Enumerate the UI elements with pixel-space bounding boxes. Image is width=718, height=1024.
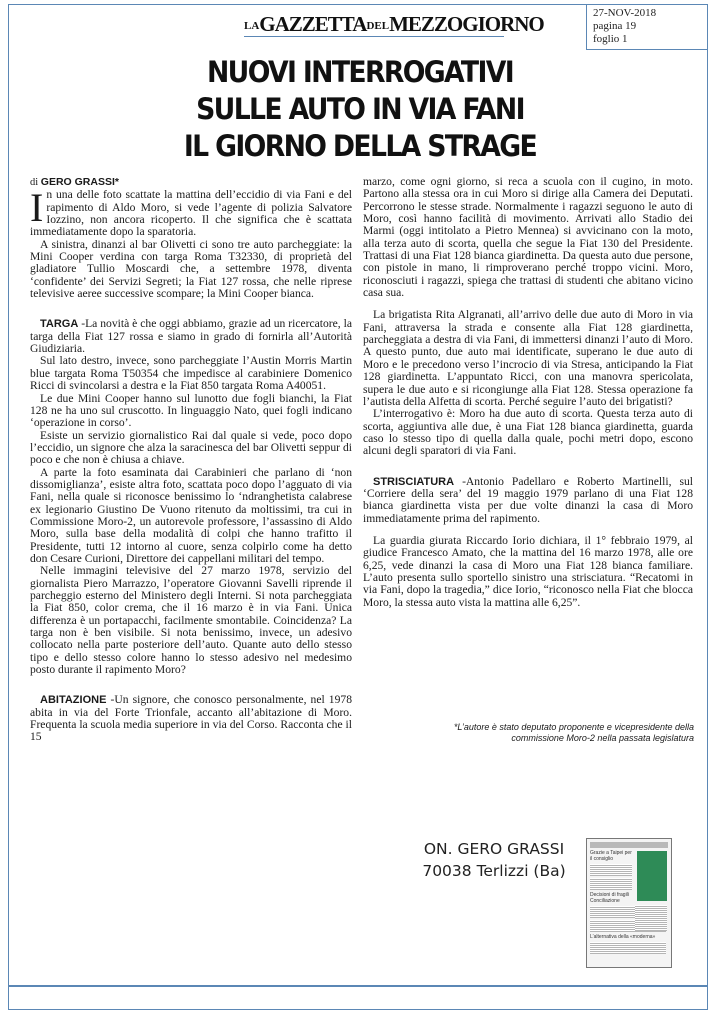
paragraph-text: -La novità è che oggi abbiamo, grazie ad un ricercatore, la targa della Fiat 127 rossa e siamo in grado di fornirla all’Autorità Giudiziaria. [30, 317, 352, 356]
byline-author: GERO GRASSI* [40, 176, 119, 188]
byline-prefix: di [30, 177, 39, 188]
paragraph: A parte la foto esaminata dai Carabinieri che parlano di ‘non dissomiglianza’, esiste altra foto, scattata poco dopo l’agguato di via Fani, nella quale si riconosce benissimo lo ‘ndranghetista calabrese ex legionario Giustino De Vuono ritenuto da moltissimi, tra cui in Commissione Moro-2, un autorevole professore, l’assassino di Aldo Moro, sulla base della modalità di colpi che hanno trafitto il Presidente, tutti 12 intorno al cuore, senza colpirlo come ha detto don Cesare Curioni, Direttore dei cappellani militari del tempo. [30, 465, 352, 565]
page-thumbnail [586, 838, 672, 968]
article-headline [167, 54, 553, 165]
stamp-name: ON. GERO GRASSI [423, 840, 565, 858]
paragraph: La brigatista Rita Algranati, all’arrivo delle due auto di Moro in via Fani, attraversa la strada e consente alla Fiat 128 giardinetta, parcheggiata a destra di via Fani, di immettersi dinanzi l’auto di Moro. A questo punto, due auto mai identificate, superano le due auto di Moro e le precedono verso l’incrocio di via Stresa, anticipando la Fiat 128 giardinetta. L’appuntato Ricci, con una manovra spericolata, supera le due auto e si ricongiunge alla Fiat 128. Stessa operazione fa l’autista della Alfetta di scorta. Perché seguire l’auto dei brigatisti? [363, 308, 693, 408]
headline-line-1: NUOVI INTERROGATIVI [207, 55, 513, 89]
paragraph: A sinistra, dinanzi al bar Olivetti ci sono tre auto parcheggiate: la Mini Cooper verdina con targa Roma T32330, di proprietà del gladiatore Tullio Moscardi che, a settembre 1978, diventa ‘confidente’ dei Servizi Segreti; la Fiat 127 rossa, che nelle riprese televisive aeree successive scompare; la Mini Cooper bianca. [30, 237, 352, 301]
paragraph [363, 476, 693, 525]
clipping-page: pagina 19 [593, 20, 637, 32]
article-column-left [30, 176, 352, 744]
section-keyword-targa: TARGA [40, 318, 79, 331]
office-stamp [416, 838, 572, 882]
thumbnail-title-1: Grazie a Taipei per il consiglio [590, 850, 632, 862]
clipping-date: 27-NOV-2018 [593, 7, 657, 19]
thumbnail-title-2: Decisioni di fragili Conciliazione [590, 892, 629, 904]
clipping-meta [586, 4, 708, 50]
footnote-line-2: commissione Moro-2 nella passata legislatura [511, 733, 694, 743]
bottom-rule [8, 985, 708, 987]
thumbnail-title-3: L’alternativa della «moderna» [590, 934, 656, 940]
thumbnail-masthead [590, 842, 668, 848]
paragraph: Le due Mini Cooper hanno sul lunotto due fogli bianchi, la Fiat 128 ne ha uno sul cruscotto. In linguaggio Nato, quei fogli indicano ‘operazione in corso’. [30, 391, 352, 430]
thumbnail-text-block [590, 942, 666, 954]
newspaper-masthead [244, 12, 544, 37]
paragraph: La guardia giurata Riccardo Iorio dichiara, il 1° febbraio 1979, al giudice Francesco Amato, che la mattina del 16 marzo 1978, alle ore 6,25, vede dinanzi la casa di Moro una Fiat 128 bianca familiare. L’auto presenta sullo sportello sinistro una strisciatura. “Recatomi in via Fani, dopo la tragedia,” dice Iorio, “riconosco nella Fiat che blocca Moro, la stessa auto vista la mattina alle 6,25”. [363, 533, 693, 609]
thumbnail-image [637, 851, 667, 901]
headline-line-2: SULLE AUTO IN VIA FANI [196, 92, 524, 126]
paragraph: L’interrogativo è: Moro ha due auto di scorta. Questa terza auto di scorta, aggiuntiva alle due, è una Fiat 128 bianca giardinetta, guarda caso lo stesso tipo di quella dalla quale, pochi metri dopo, escono alcuni degli sparatori di via Fani. [363, 407, 693, 458]
paragraph: Sul lato destro, invece, sono parcheggiate l’Austin Morris Martin blue targata Roma T50354 che impedisce al carabiniere Domenico Ricci di svincolarsi a destra e la Fiat 850 targata Roma A40051. [30, 354, 352, 393]
section-keyword-abitazione: ABITAZIONE [40, 694, 107, 707]
article-column-right [363, 176, 693, 609]
paragraph-text: -Antonio Padellaro e Roberto Martinelli, sul ‘Corriere della sera’ del 19 maggio 1979 parlano di una Fiat 128 bianca giardinetta vista per due volte dinanzi la casa di Moro immediatamente prima del rapimento. [363, 474, 693, 525]
masthead-gazzetta: GAZZETTA [259, 12, 367, 36]
paragraph [30, 185, 352, 239]
paragraph: Esiste un servizio giornalistico Rai dal quale si vede, poco dopo l’eccidio, un signore che alza la saracinesca del bar Olivetti seppur di poco e che non è chiusa a chiave. [30, 428, 352, 467]
paragraph [30, 694, 352, 743]
footnote-line-1: *L’autore è stato deputato proponente e vicepresidente della [453, 722, 694, 732]
stamp-address: 70038 Terlizzi (Ba) [422, 862, 566, 880]
paragraph: marzo, come ogni giorno, si reca a scuola con il cugino, in moto. Partono alla stessa ora in cui Moro si dirige alla Camera dei Deputati. Percorrono le stesse strade. Normalmente i ragazzi seguono le auto di Moro, così hanno facilità di movimento. Arrivati allo Stadio dei Marmi (oggi intitolato a Pietro Mennea) si avvicinano con la moto, alla terza auto di scorta, quella che segue la Fiat 130 del Presidente. Trattasi di una Fiat 128 bianca giardinetta. Da questa auto due persone, con pistole in mano, li rimproverano perché troppo vicini. Moro, riconosciuti i ragazzi, spiega che trattasi di studenti che abitano vicino casa sua. [363, 175, 693, 300]
masthead-mezzogiorno: MEZZOGIORNO [389, 12, 544, 36]
drop-cap: I [30, 185, 44, 231]
clipping-sheet: foglio 1 [593, 33, 628, 45]
section-keyword-strisciatura: STRISCIATURA [373, 475, 455, 488]
paragraph: Nelle immagini televisive del 27 marzo 1978, servizio del giornalista Piero Marrazzo, l’operatore Giovanni Savelli riprende il parcheggio esterno del Ministero degli Interni. Si nota parcheggiata la Fiat 850, color crema, che il 16 marzo è in via Fani. Unica differenza è un portapacchi, facilmente smontabile. Coincidenza? La targa non è ben visibile. Si nota benissimo, invece, un adesivo collocato nella parte posteriore dell’auto. Quante auto dello stesso tipo e dello stesso colore hanno lo stesso adesivo nel medesimo posto durante il rapimento Moro? [30, 564, 352, 677]
headline-line-3: IL GIORNO DELLA STRAGE [183, 129, 537, 163]
thumbnail-text-block [635, 905, 667, 931]
masthead-del: DEL [366, 20, 390, 32]
masthead-la: LA [244, 20, 260, 32]
paragraph-text: -Un signore, che conosco personalmente, nel 1978 abita in via del Forte Trionfale, accanto all’abitazione di Moro. Frequenta la scuola media superiore in via del Corso. Racconta che il 15 [30, 693, 352, 744]
paragraph [30, 318, 352, 355]
thumbnail-text-block [590, 878, 632, 890]
author-footnote [384, 722, 694, 744]
paragraph-text: n una delle foto scattate la mattina dell’eccidio di via Fani e del rapimento di Aldo Moro, si vede l’agente di polizia Salvatore Iozzino, non ancora ricoperto. Il che significa che è scattata immediatamente dopo la sparatoria. [30, 188, 352, 239]
thumbnail-text-block [590, 864, 632, 876]
